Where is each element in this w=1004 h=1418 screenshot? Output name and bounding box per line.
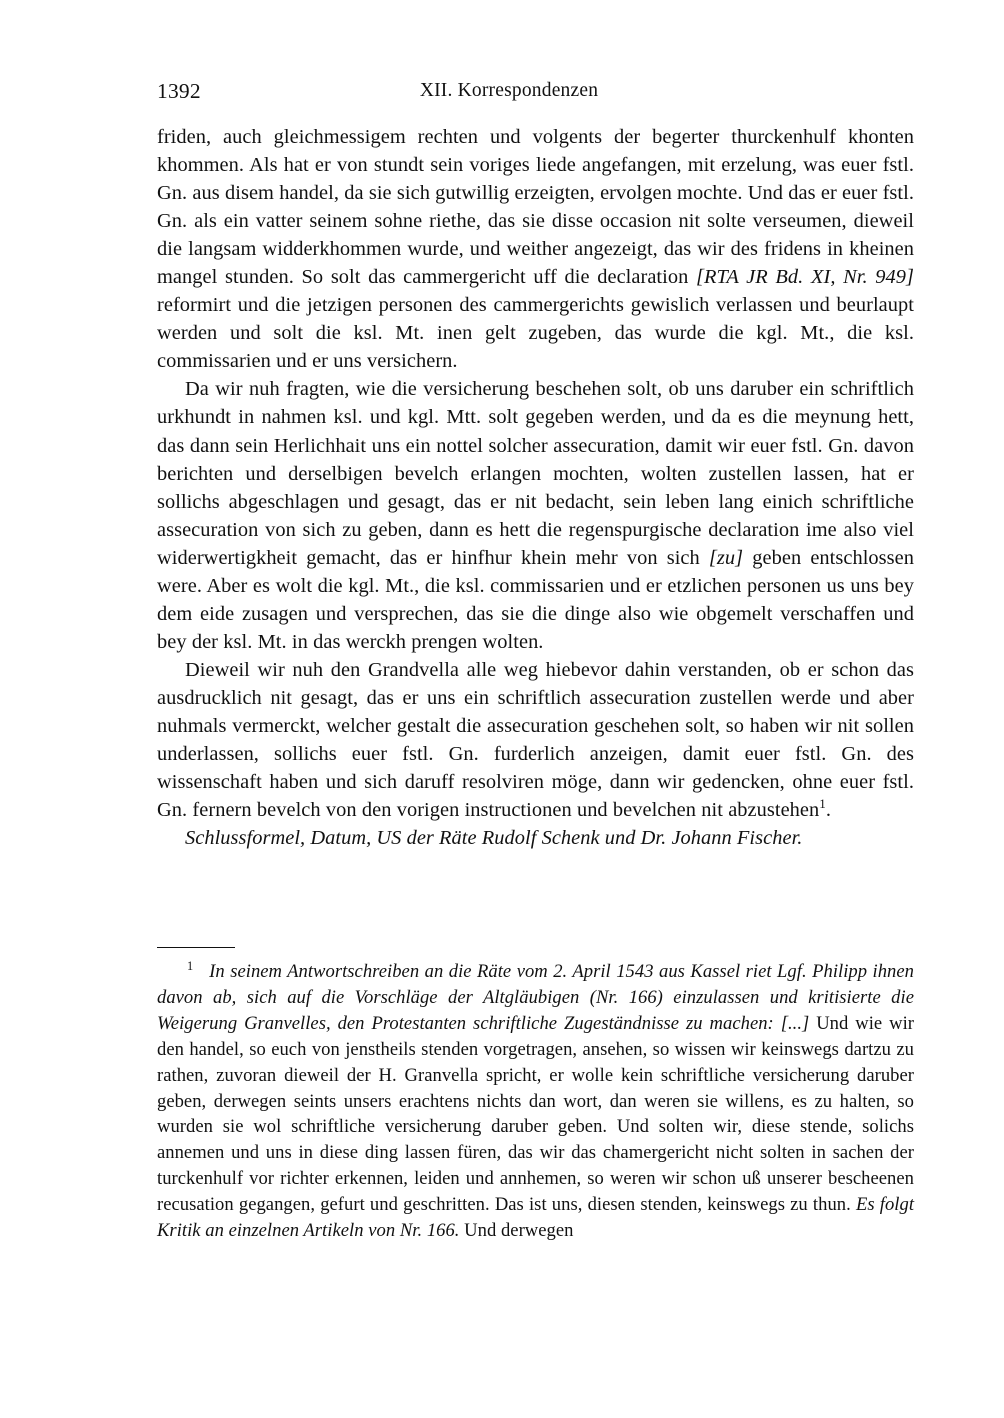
paragraph-1-text-part-1: friden, auch gleichmessigem rechten und volgents der begerter thurckenhulf khonten khommen. Als hat er von stundt sein voriges liede angefangen, mit erzelung, was euer fstl. Gn. aus disem handel, da sie sich gutwillig erzeigten, ervolgen mochte. Und das er euer fstl. Gn. als ein vatter seinem sohne riethe, das sie disse occasion nit solte verseumen, dieweil die langsam widderkhommen wurde, und weither angezeigt, das wir des fridens in kheinen mangel stunden. So solt das cammergericht uff die declaration <box>157 126 914 289</box>
running-head <box>157 78 913 104</box>
footnote-separator-rule <box>157 947 235 948</box>
source-citation: [RTA JR Bd. XI, Nr. 949] <box>696 266 915 289</box>
paragraph-continued <box>157 123 914 375</box>
footnote-entry <box>157 959 914 1244</box>
editorial-insertion: [zu] <box>708 546 744 569</box>
paragraph-2-text-part-2: geben entschlossen were. Aber es wolt die kgl. Mt., die ksl. commissarien und er etzlichen personen us uns bey dem eide zusagen und versprechen, das sie die dinge also wie obgemelt verschaffen und bey der ksl. Mt. in das werckh prengen wolten. <box>157 546 914 653</box>
footnote-editorial-text-2: Es folgt Kritik an einzelnen Artikeln von Nr. 166. <box>157 1194 915 1242</box>
page-number: 1392 <box>157 79 201 103</box>
paragraph-3 <box>157 656 914 824</box>
footnote-reference-marker[interactable]: 1 <box>819 796 826 812</box>
paragraph-3-text-part-2: . <box>825 799 832 822</box>
paragraph-3-text-part-1: Dieweil wir nuh den Grandvella alle weg hiebevor dahin verstanden, ob er schon das ausdrucklich nit gesagt, das er uns ein schriftlich assecuration zustellen werde und aber nuhmals vermerckt, welcher gestalt die assecuration geschehen solt, so haben wir nit sollen underlassen, sollichs euer fstl. Gn. furderlich anzeigen, damit euer fstl. Gn. des wissenschaft haben und sich daruff resolviren möge, dann wir gedencken, ohne euer fstl. Gn. fernern bevelch von den vorigen instructionen und bevelchen nit abzustehen <box>157 658 914 822</box>
footnote-source-text-2: Und derwegen <box>459 1220 574 1242</box>
paragraph-2 <box>157 375 914 655</box>
footnote-number: 1 <box>187 958 194 973</box>
footnote-source-text-1: Und wie wir den handel, so euch von jenstheils stenden vorgetragen, ansehen, so wissen wir keinswegs dartzu zu rathen, zuvoran dieweil der H. Granvella spricht, er wolle kein schriftliche versicherung daruber geben, derwegen seints unsers erachtens nichts dan wort, dan weren sie willens, es zu halten, so wurden sie wol schriftliche versicherung daruber geben. Und solten wir, diese stende, solichs annemen und uns in diese ding lassen füren, das wir das chamergericht nicht solten in sachen der turckenhulf vor richter erkennen, leiden und annhemen, so weren wir schon uß unserer bescheenen recusation gegangen, gefurt und geschritten. Das ist uns, diesen stenden, keinswegs zu thun. <box>157 1012 914 1216</box>
footnote-editorial-text-1: In seinem Antwortschreiben an die Räte vom 2. April 1543 aus Kassel riet Lgf. Philipp ihnen davon ab, sich auf die Vorschläge der Altgläubigen (Nr. 166) einzulassen und kritisierte die Weigerung Granvelles, den Protestanten schriftliche Zugeständnisse zu machen: [...] <box>157 961 914 1034</box>
paragraph-1-text-part-2: reformirt und die jetzigen personen des cammergerichts gewislich verlassen und beurlaupt werden und solt die ksl. Mt. inen gelt zugeben, das wurde die kgl. Mt., die ksl. commissarien und er uns versichern. <box>157 294 914 373</box>
paragraph-2-text-part-1: Da wir nuh fragten, wie die versicherung beschehen solt, ob uns daruber ein schriftlich urkhundt in nahmen ksl. und kgl. Mtt. solt gegeben werden, und da es die meynung hett, das dann sein Herlichhait uns ein nottel solcher assecuration, damit wir euer fstl. Gn. davon berichten und derselbigen bevelch erlangen mochten, wolten zustellen lassen, hat er sollichs abgeschlagen und gesagt, das er nit bedacht, sein leben lang einich schriftliche assecuration von sich zu geben, dann es hett die regenspurgische declaration ime also viel widerwertigkheit gemacht, das er hinfhur khein mehr von sich <box>157 378 914 569</box>
main-text-block <box>157 123 914 852</box>
closing-formula: Schlussformel, Datum, US der Räte Rudolf Schenk und Dr. Johann Fischer. <box>185 827 803 850</box>
section-title: XII. Korrespondenzen <box>419 80 599 101</box>
footnote-apparatus <box>157 947 914 1244</box>
